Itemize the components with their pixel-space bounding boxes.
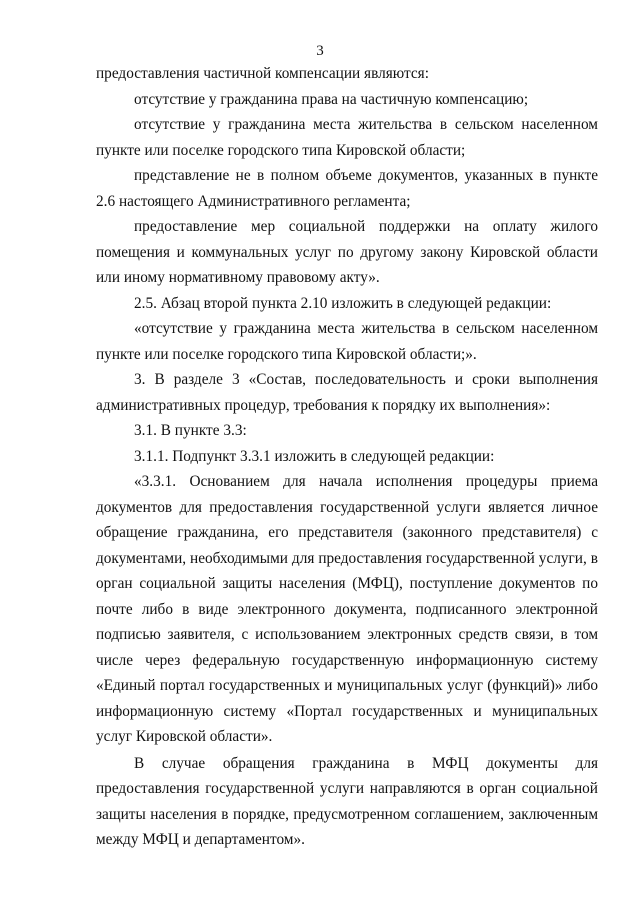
document-body <box>96 61 598 853</box>
paragraph-no-right: отсутствие у гражданина права на частичную компенсацию; <box>134 90 529 108</box>
paragraph-item-3-1: 3.1. В пункте 3.3: <box>134 422 247 439</box>
paragraph-grounds-continuation: предоставления частичной компенсации являются: <box>96 65 429 82</box>
paragraph-item-3-1-1: 3.1.1. Подпункт 3.3.1 изложить в следующей редакции: <box>134 447 495 465</box>
paragraph-item-2-5-text: «отсутствие у гражданина места жительства в сельском населенном пункте или поселке городского типа Кировской области;». <box>96 320 598 363</box>
paragraph-item-2-5: 2.5. Абзац второй пункта 2.10 изложить в следующей редакции: <box>134 294 552 312</box>
paragraph-item-3-3-1-text: «3.3.1. Основанием для начала исполнения процедуры приема документов для предоставления государственной услуги является личное обращение гражданина, его представителя (законного представителя) с документами, необходимыми для предоставления государственной услуги, в орган социальной защиты населения (МФЦ), поступление документов по почте либо в виде электронного документа, подписанного электронной подписью заявителя, с использованием электронных средств связи, в том числе через федеральную государственную информационную систему «Единый портал государственных и муниципальных услуг (функций)» либо информационную систему «Портал государственных и муниципальных услуг Кировской области». <box>96 473 598 745</box>
paragraph-mfc-case: В случае обращения гражданина в МФЦ документы для предоставления государственной услуги направляются в орган социальной защиты населения в порядке, предусмотренном соглашением, заключенным между МФЦ и департаментом». <box>96 754 598 848</box>
paragraph-incomplete-documents: представление не в полном объеме документов, указанных в пункте 2.6 настоящего Административного регламента; <box>96 167 598 210</box>
paragraph-section-3: 3. В разделе 3 «Состав, последовательность и сроки выполнения административных процедур, требования к порядку их выполнения»: <box>96 371 598 414</box>
paragraph-other-support: предоставление мер социальной поддержки на оплату жилого помещения и коммунальных услуг по другому закону Кировской области или иному нормативному правовому акту». <box>96 218 598 286</box>
paragraph-no-residence: отсутствие у гражданина места жительства в сельском населенном пункте или поселке городского типа Кировской области; <box>96 116 598 159</box>
page-number: 3 <box>316 43 324 59</box>
